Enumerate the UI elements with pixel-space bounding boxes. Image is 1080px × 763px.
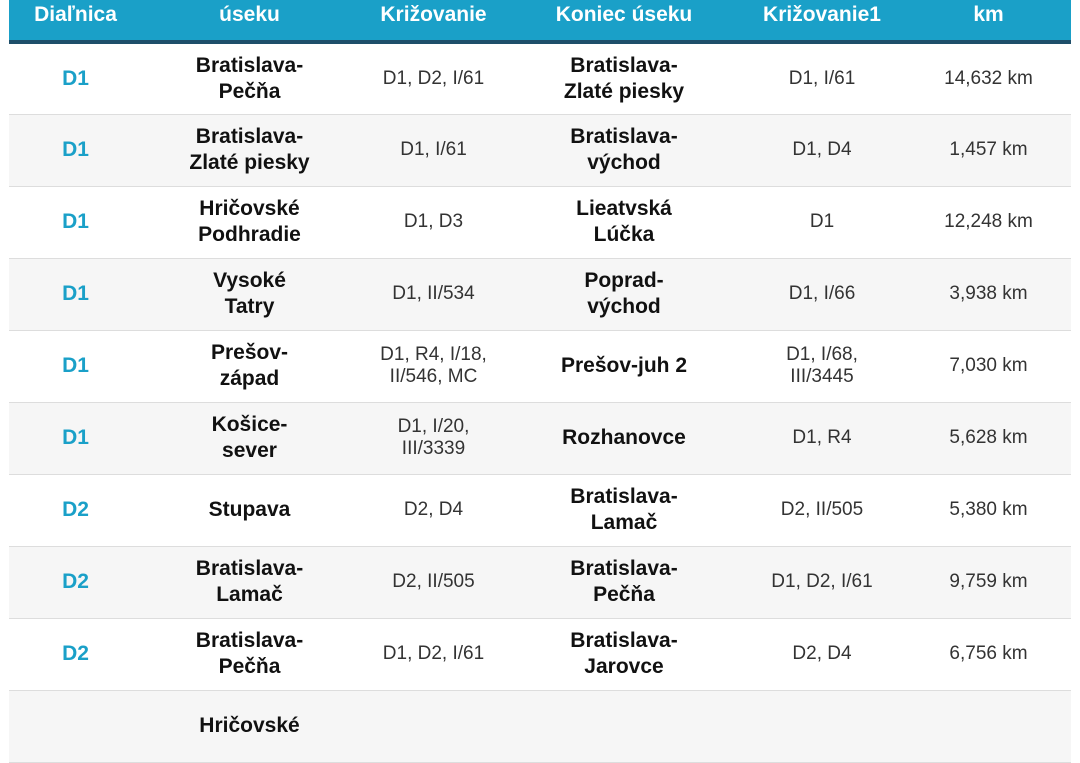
cell-highway bbox=[9, 186, 142, 258]
table-row[interactable] bbox=[9, 402, 1071, 474]
header-section[interactable]: úseku bbox=[142, 0, 357, 42]
cell-km bbox=[906, 330, 1071, 402]
cell-crossing-text: D1, D2, I/61 bbox=[382, 67, 485, 89]
cell-km bbox=[906, 186, 1071, 258]
cell-section-start-text: Vysoké Tatry bbox=[213, 269, 286, 318]
cell-crossing-text: D1, R4, I/18, II/546, MC bbox=[380, 344, 487, 387]
table-row[interactable] bbox=[9, 114, 1071, 186]
highway-table-container bbox=[9, 0, 1071, 763]
cell-crossing-text: D1, I/61 bbox=[400, 139, 467, 160]
cell-highway bbox=[9, 618, 142, 690]
cell-km-text: 3,938 km bbox=[949, 283, 1028, 304]
cell-crossing1-text: D2, D4 bbox=[792, 643, 852, 664]
cell-section-end bbox=[510, 114, 738, 186]
cell-crossing1-text: D1, D2, I/61 bbox=[771, 571, 873, 592]
cell-section-end-text: Bratislava- Jarovce bbox=[570, 629, 678, 678]
table-row[interactable] bbox=[9, 546, 1071, 618]
cell-section-start-text: Bratislava- Pečňa bbox=[195, 53, 304, 103]
cell-highway bbox=[9, 546, 142, 618]
cell-crossing bbox=[357, 546, 510, 618]
highway-sections-table bbox=[9, 0, 1071, 763]
cell-crossing1-text: D2, II/505 bbox=[780, 499, 864, 520]
table-row[interactable] bbox=[9, 474, 1071, 546]
header-km[interactable]: km bbox=[906, 0, 1071, 42]
cell-section-end-text: Prešov-juh 2 bbox=[560, 354, 688, 377]
cell-section-start bbox=[142, 546, 357, 618]
table-row[interactable] bbox=[9, 618, 1071, 690]
cell-crossing bbox=[357, 402, 510, 474]
cell-km-text: 1,457 km bbox=[949, 139, 1028, 160]
cell-crossing-text: D1, D2, I/61 bbox=[382, 643, 485, 664]
cell-km-text: 6,756 km bbox=[949, 643, 1028, 664]
cell-highway-text: D1 bbox=[62, 426, 89, 449]
cell-km bbox=[906, 474, 1071, 546]
cell-section-end bbox=[510, 330, 738, 402]
cell-crossing1 bbox=[738, 258, 906, 330]
cell-highway-text: D1 bbox=[62, 138, 89, 161]
cell-crossing bbox=[357, 474, 510, 546]
header-crossing[interactable]: Križovanie bbox=[357, 0, 510, 42]
cell-section-end bbox=[510, 546, 738, 618]
cell-section-end bbox=[510, 618, 738, 690]
cell-section-end-text: Bratislava- východ bbox=[570, 125, 678, 174]
cell-section-end-text: Bratislava- Lamač bbox=[570, 485, 678, 534]
cell-section-start-text: Hričovské bbox=[199, 714, 300, 737]
cell-crossing-text: D1, I/20, III/3339 bbox=[397, 416, 470, 459]
cell-highway bbox=[9, 114, 142, 186]
table-row[interactable] bbox=[9, 42, 1071, 114]
cell-section-end-text: Poprad- východ bbox=[584, 269, 664, 318]
table-row[interactable] bbox=[9, 258, 1071, 330]
cell-highway bbox=[9, 330, 142, 402]
table-row[interactable] bbox=[9, 690, 1071, 762]
cell-crossing1 bbox=[738, 402, 906, 474]
cell-section-start-text: Stupava bbox=[208, 498, 291, 521]
cell-section-start-text: Prešov- západ bbox=[210, 341, 289, 390]
cell-section-start bbox=[142, 474, 357, 546]
cell-highway-text: D1 bbox=[62, 66, 89, 90]
cell-section-end bbox=[510, 186, 738, 258]
cell-km bbox=[906, 546, 1071, 618]
cell-section-end bbox=[510, 402, 738, 474]
cell-crossing1 bbox=[738, 474, 906, 546]
cell-crossing bbox=[357, 114, 510, 186]
cell-crossing-text: D1, D3 bbox=[403, 211, 464, 232]
cell-crossing1 bbox=[738, 618, 906, 690]
cell-section-start-text: Bratislava- Lamač bbox=[195, 557, 304, 606]
cell-section-end-text: Bratislava- Zlaté piesky bbox=[563, 53, 685, 103]
cell-km bbox=[906, 618, 1071, 690]
cell-crossing-text: D1, II/534 bbox=[392, 283, 475, 304]
cell-section-end bbox=[510, 258, 738, 330]
cell-highway-text: D1 bbox=[62, 282, 89, 305]
cell-crossing1 bbox=[738, 330, 906, 402]
cell-highway bbox=[9, 474, 142, 546]
cell-section-start bbox=[142, 330, 357, 402]
cell-crossing bbox=[357, 618, 510, 690]
cell-highway-text: D2 bbox=[62, 498, 89, 521]
cell-section-start bbox=[142, 690, 357, 762]
cell-section-end-text: Bratislava- Pečňa bbox=[570, 557, 678, 606]
cell-crossing1-text: D1, I/66 bbox=[788, 283, 856, 304]
cell-section-start-text: Bratislava- Pečňa bbox=[195, 629, 304, 678]
header-highway[interactable]: Diaľnica bbox=[9, 0, 142, 42]
cell-crossing1 bbox=[738, 546, 906, 618]
cell-crossing bbox=[357, 690, 510, 762]
cell-crossing1-text: D1, D4 bbox=[792, 139, 852, 160]
cell-km-text: 7,030 km bbox=[949, 355, 1028, 376]
cell-crossing bbox=[357, 258, 510, 330]
cell-crossing1-text: D1 bbox=[809, 211, 835, 232]
cell-highway-text: D2 bbox=[62, 642, 89, 665]
cell-km-text: 5,628 km bbox=[949, 427, 1028, 448]
cell-section-start-text: Hričovské Podhradie bbox=[198, 197, 301, 246]
cell-highway-text: D1 bbox=[62, 210, 89, 233]
cell-km bbox=[906, 114, 1071, 186]
table-row[interactable] bbox=[9, 186, 1071, 258]
cell-crossing1-text: D1, R4 bbox=[792, 427, 852, 448]
cell-section-start bbox=[142, 42, 357, 114]
header-crossing1[interactable]: Križovanie1 bbox=[738, 0, 906, 42]
cell-km bbox=[906, 402, 1071, 474]
cell-crossing1-text: D1, I/61 bbox=[788, 67, 856, 89]
cell-crossing1 bbox=[738, 690, 906, 762]
cell-highway bbox=[9, 690, 142, 762]
cell-section-end-text: Rozhanovce bbox=[562, 426, 686, 449]
cell-section-start-text: Bratislava- Zlaté piesky bbox=[189, 125, 310, 174]
cell-km-text: 5,380 km bbox=[949, 499, 1028, 520]
cell-crossing bbox=[357, 42, 510, 114]
cell-km-text: 14,632 km bbox=[944, 67, 1033, 89]
cell-section-start bbox=[142, 618, 357, 690]
cell-section-end-text: Lieatvská Lúčka bbox=[576, 197, 672, 246]
cell-crossing bbox=[357, 186, 510, 258]
cell-section-start bbox=[142, 402, 357, 474]
cell-crossing-text: D2, II/505 bbox=[392, 571, 475, 592]
cell-highway-text: D1 bbox=[62, 354, 89, 377]
table-header bbox=[9, 0, 1071, 42]
cell-km bbox=[906, 42, 1071, 114]
cell-highway bbox=[9, 258, 142, 330]
cell-section-end bbox=[510, 690, 738, 762]
cell-section-end bbox=[510, 42, 738, 114]
cell-crossing bbox=[357, 330, 510, 402]
cell-section-end bbox=[510, 474, 738, 546]
cell-section-start bbox=[142, 258, 357, 330]
cell-crossing1 bbox=[738, 186, 906, 258]
cell-crossing-text: D2, D4 bbox=[403, 499, 464, 520]
cell-section-start bbox=[142, 186, 357, 258]
cell-highway-text: D2 bbox=[62, 570, 89, 593]
cell-km-text: 9,759 km bbox=[949, 571, 1028, 592]
cell-crossing1 bbox=[738, 114, 906, 186]
cell-highway bbox=[9, 42, 142, 114]
cell-section-start bbox=[142, 114, 357, 186]
cell-highway bbox=[9, 402, 142, 474]
cell-km-text: 12,248 km bbox=[944, 211, 1033, 232]
cell-crossing1-text: D1, I/68, III/3445 bbox=[786, 344, 858, 387]
cell-crossing1 bbox=[738, 42, 906, 114]
cell-km bbox=[906, 258, 1071, 330]
table-body bbox=[9, 42, 1071, 762]
header-end-section[interactable]: Koniec úseku bbox=[510, 0, 738, 42]
cell-km bbox=[906, 690, 1071, 762]
cell-section-start-text: Košice- sever bbox=[211, 413, 288, 462]
header-row bbox=[9, 0, 1071, 42]
table-row[interactable] bbox=[9, 330, 1071, 402]
